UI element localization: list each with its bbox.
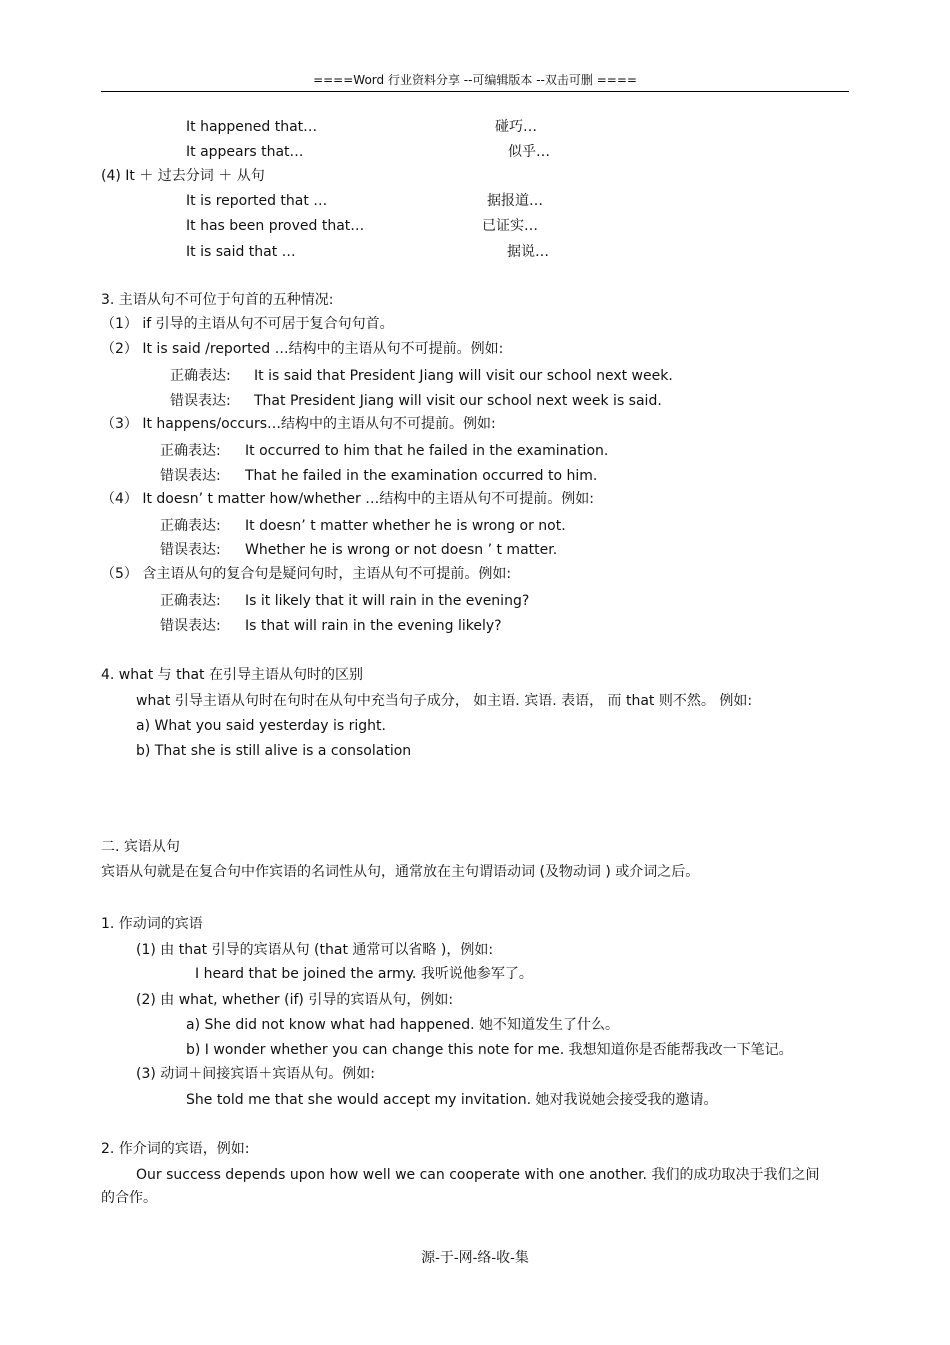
part2-s1-item3: (3) 动词＋间接宾语＋宾语从句。例如: bbox=[136, 1066, 375, 1082]
phrase-en: It is reported that … bbox=[186, 193, 328, 209]
correct-example: Is it likely that it will rain in the evening? bbox=[245, 593, 530, 609]
phrase-zh: 据说… bbox=[507, 244, 549, 260]
correct-label: 正确表达: bbox=[160, 593, 221, 609]
part2-s2-example-cont: 的合作。 bbox=[101, 1190, 157, 1206]
item4-heading: (4) It ＋ 过去分词 ＋ 从句 bbox=[101, 168, 265, 184]
section4-example-b: b) That she is still alive is a consolation bbox=[136, 743, 412, 759]
phrase-en: It is said that … bbox=[186, 244, 296, 260]
section3-case5: （5） 含主语从句的复合句是疑问句时，主语从句不可提前。例如: bbox=[101, 566, 512, 582]
part2-heading: 二. 宾语从句 bbox=[101, 839, 180, 855]
wrong-example: That he failed in the examination occurred to him. bbox=[245, 468, 598, 484]
part2-s2-heading: 2. 作介词的宾语，例如: bbox=[101, 1141, 250, 1157]
correct-label: 正确表达: bbox=[160, 443, 221, 459]
section4-example-a: a) What you said yesterday is right. bbox=[136, 718, 386, 734]
phrase-zh: 碰巧… bbox=[495, 119, 537, 135]
correct-label: 正确表达: bbox=[160, 518, 221, 534]
wrong-example: That President Jiang will visit our school next week is said. bbox=[254, 393, 662, 409]
phrase-en: It has been proved that… bbox=[186, 218, 365, 234]
section3-case3: （3） It happens/occurs…结构中的主语从句不可提前。例如: bbox=[101, 416, 496, 432]
phrase-en: It happened that… bbox=[186, 119, 318, 135]
section3-case2: （2） It is said /reported …结构中的主语从句不可提前。例如: bbox=[101, 341, 504, 357]
part2-s1-item3-example: She told me that she would accept my invitation. 她对我说她会接受我的邀请。 bbox=[186, 1092, 718, 1108]
page-header: ====Word 行业资料分享 --可编辑版本 --双击可删 ==== bbox=[313, 73, 637, 87]
wrong-label: 错误表达: bbox=[160, 468, 221, 484]
part2-intro: 宾语从句就是在复合句中作宾语的名词性从句，通常放在主句谓语动词 (及物动词 ) 或介词之后。 bbox=[101, 864, 700, 880]
section3-case1: （1） if 引导的主语从句不可居于复合句句首。 bbox=[101, 316, 394, 332]
wrong-label: 错误表达: bbox=[160, 618, 221, 634]
phrase-zh: 似乎… bbox=[508, 144, 550, 160]
wrong-example: Whether he is wrong or not doesn ’ t matter. bbox=[245, 542, 558, 558]
phrase-zh: 据报道… bbox=[487, 193, 543, 209]
correct-label: 正确表达: bbox=[170, 368, 231, 384]
section3-heading: 3. 主语从句不可位于句首的五种情况: bbox=[101, 292, 334, 308]
phrase-en: It appears that… bbox=[186, 144, 304, 160]
part2-s2-example: Our success depends upon how well we can cooperate with one another. 我们的成功取决于我们之间 bbox=[136, 1167, 820, 1183]
correct-example: It doesn’ t matter whether he is wrong or not. bbox=[245, 518, 566, 534]
part2-s1-item2-a: a) She did not know what had happened. 她不知道发生了什么。 bbox=[186, 1017, 619, 1033]
header-rule bbox=[101, 91, 849, 92]
phrase-zh: 已证实… bbox=[482, 218, 538, 234]
section4-heading: 4. what 与 that 在引导主语从句时的区别 bbox=[101, 667, 363, 683]
part2-s1-item2-b: b) I wonder whether you can change this note for me. 我想知道你是否能帮我改一下笔记。 bbox=[186, 1042, 793, 1058]
page-footer: 源-于-网-络-收-集 bbox=[421, 1250, 529, 1266]
correct-example: It occurred to him that he failed in the examination. bbox=[245, 443, 609, 459]
wrong-example: Is that will rain in the evening likely? bbox=[245, 618, 502, 634]
section3-case4: （4） It doesn’ t matter how/whether …结构中的主语从句不可提前。例如: bbox=[101, 491, 594, 507]
correct-example: It is said that President Jiang will visit our school next week. bbox=[254, 368, 673, 384]
part2-s1-item1: (1) 由 that 引导的宾语从句 (that 通常可以省略 )，例如: bbox=[136, 942, 494, 958]
section4-desc: what 引导主语从句时在句时在从句中充当句子成分， 如主语. 宾语. 表语， 而 that 则不然。 例如: bbox=[136, 693, 753, 709]
part2-s1-item1-example: I heard that be joined the army. 我听说他参军了。 bbox=[195, 966, 533, 982]
part2-s1-heading: 1. 作动词的宾语 bbox=[101, 916, 203, 932]
wrong-label: 错误表达: bbox=[170, 393, 231, 409]
wrong-label: 错误表达: bbox=[160, 542, 221, 558]
part2-s1-item2: (2) 由 what, whether (if) 引导的宾语从句，例如: bbox=[136, 992, 454, 1008]
